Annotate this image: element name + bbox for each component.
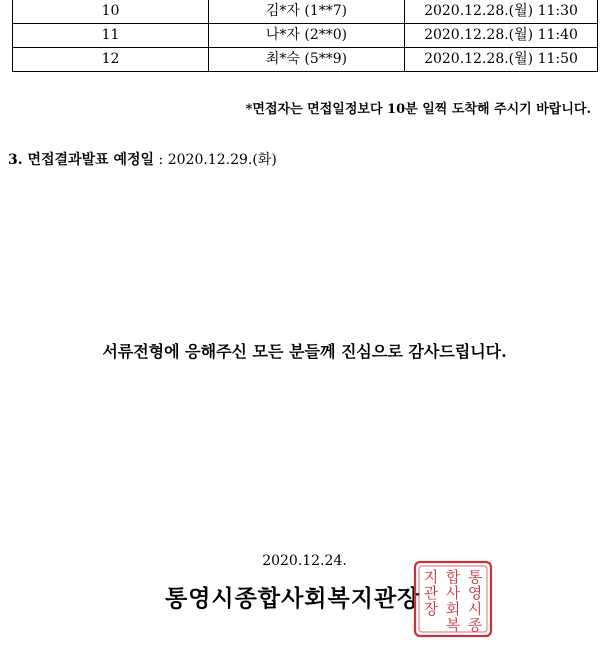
- interview-datetime: 2020.12.28.(월) 11:40: [405, 24, 598, 48]
- seal-character: 장: [423, 600, 439, 618]
- seal-characters: [424, 568, 483, 634]
- seal-character: 합: [445, 568, 461, 586]
- arrival-note: *면접자는 면접일정보다 10분 일찍 도착해 주시기 바랍니다.: [245, 102, 591, 117]
- applicant-name: 최*숙 (5**9): [209, 48, 405, 72]
- result-announcement-line: [8, 149, 277, 169]
- announcement-date: 2020.12.29.(화): [167, 152, 277, 168]
- applicant-name: 나*자 (2**0): [209, 24, 405, 48]
- seal-character: 시: [467, 600, 483, 618]
- thank-you-message: 서류전형에 응해주신 모든 분들께 진심으로 감사드립니다.: [102, 342, 507, 361]
- seal-character: 복: [445, 616, 461, 634]
- interview-schedule-table: [12, 0, 598, 72]
- document-date: 2020.12.24.: [262, 553, 347, 569]
- row-number: 10: [13, 0, 209, 24]
- interview-datetime: 2020.12.28.(월) 11:50: [405, 48, 598, 72]
- applicant-name: 김*자 (1**7): [209, 0, 405, 24]
- row-number: 12: [13, 48, 209, 72]
- seal-character: 관: [423, 584, 439, 602]
- official-seal: [413, 560, 493, 638]
- table-row: [13, 0, 598, 24]
- seal-character: 사: [445, 584, 461, 602]
- section-heading: 3. 면접결과발표 예정일: [8, 152, 155, 168]
- organization-name: 통영시종합사회복지관장: [165, 585, 421, 612]
- seal-character: 통: [467, 568, 483, 586]
- separator: :: [154, 152, 168, 168]
- seal-character: 회: [445, 600, 461, 618]
- interview-datetime: 2020.12.28.(월) 11:30: [405, 0, 598, 24]
- seal-character: 영: [467, 584, 483, 602]
- table-row: [13, 48, 598, 72]
- seal-character: 지: [423, 568, 439, 586]
- table-row: [13, 24, 598, 48]
- seal-character: 종: [467, 616, 483, 634]
- row-number: 11: [13, 24, 209, 48]
